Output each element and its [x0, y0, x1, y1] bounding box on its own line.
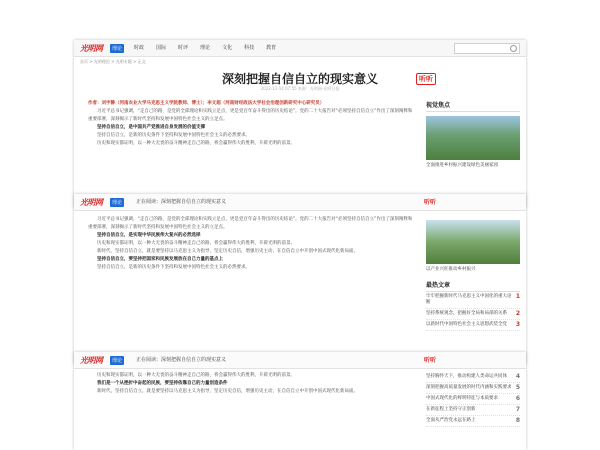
article-title: 深刻把握自信自立的现实意义	[221, 72, 378, 86]
article-meta: 2022-11-14 07:55 来源：光明网-光明日报	[260, 86, 340, 91]
article-body	[88, 372, 413, 396]
section-heading: 坚持自信自立，是实现中华民族伟大复兴的必然选择	[97, 233, 201, 238]
search-input[interactable]	[454, 43, 520, 54]
listen-button[interactable]: 听听	[423, 357, 436, 364]
search-icon[interactable]	[510, 45, 517, 52]
section-heading: 坚持自信自立，是中国共产党推进自身发展的价值支撑	[97, 125, 205, 130]
article-paragraph: 习近平总书记强调，“走自己的路，是党的全部理论和实践立足点，更是党百年奋斗得出的历史结论”。党的二十大报告对“必须坚持自信自立”作出了深刻阐释和重要部署，深刻揭示了新时代坚持和发展中国特色社会主义的立足点。	[88, 217, 413, 230]
breadcrumb[interactable]: 首页 > 光明理论 > 光明专题 > 正文	[80, 59, 146, 64]
sidebar	[426, 100, 520, 168]
nav-item[interactable]: 时政	[134, 45, 145, 51]
hot-article-item[interactable]: 全面从严治党永远在路上 8	[426, 416, 520, 427]
article-paragraph: 历史和现实都证明，以一种大无畏的奋斗精神走自己的路，将会赢得伟大的胜利，开辟光明的前景。	[97, 373, 295, 378]
nav-item[interactable]: 科技	[244, 45, 255, 51]
site-logo[interactable]: 光明网	[80, 356, 103, 365]
sticky-reading-bar	[74, 194, 526, 211]
nav-item[interactable]: 文化	[222, 45, 233, 51]
nav-item[interactable]: 教育	[266, 45, 277, 51]
hot-article-item[interactable]: 坚持系统观念，把握好全局和局部的关系 2	[426, 309, 520, 320]
site-logo[interactable]: 光明网	[80, 44, 103, 53]
article-paragraph: 新时代，坚持自信自立，就是要坚持以马克思主义为指导，坚定历史自信，增强历史主动，在自信自立中开创中国式现代化新局面。	[97, 389, 358, 394]
section-heading: 坚持自信自立，要坚持把国家和民族发展放在自己力量的基点上	[97, 257, 223, 262]
nav-item[interactable]: 国际	[156, 45, 167, 51]
sidebar-section-title: 视觉焦点	[426, 100, 520, 112]
channel-badge[interactable]: 理论	[112, 46, 123, 52]
hot-article-item[interactable]: 牢牢把握新时代马克思主义中国化的重大论断 1	[426, 292, 520, 309]
top-navigation-bar	[74, 40, 526, 57]
hot-article-item[interactable]: 中国式现代化的鲜明特征与本质要求 6	[426, 394, 520, 405]
article-paragraph: 历史和现实都证明，以一种大无畏的奋斗精神走自己的路，将会赢得伟大的胜利，开辟光明的前景。	[97, 241, 295, 246]
page-fragment-middle	[74, 194, 526, 364]
article-paragraph: 坚持自信自立，是新的历史条件下坚持和发展中国特色社会主义的必然要求。	[97, 265, 250, 270]
focus-photo[interactable]	[426, 116, 520, 160]
page-fragment-bottom	[74, 352, 526, 450]
channel-badge[interactable]: 理论	[112, 200, 123, 206]
photo-caption[interactable]: 全面推进乡村振兴建设绿色美丽家园	[426, 163, 498, 168]
reading-title: 正在阅读：深刻把握自信自立的现实意义	[136, 357, 227, 363]
sticky-reading-bar	[74, 352, 526, 369]
listen-button[interactable]: 听听	[423, 199, 436, 206]
article-paragraph: 历史和现实都证明，以一种大无畏的奋斗精神走自己的路，将会赢得伟大的胜利，开辟光明的前景。	[97, 141, 295, 146]
listen-button[interactable]: 听听	[416, 73, 436, 85]
focus-photo[interactable]	[426, 220, 520, 264]
sidebar	[426, 372, 520, 427]
photo-caption[interactable]: 以产业兴旺推动乡村振兴	[426, 267, 476, 272]
section-heading: 我们是一个从挫折中奋起的民族，要坚持依靠自己的力量创造条件	[97, 381, 228, 386]
article-paragraph: 坚持自信自立，是新的历史条件下坚持和发展中国特色社会主义的必然要求。	[97, 133, 250, 138]
sidebar	[426, 216, 520, 331]
hot-article-item[interactable]: 深刻把握高质量发展的时代内涵和实践要求 5	[426, 383, 520, 394]
page-fragment-top	[74, 40, 526, 208]
hot-article-item[interactable]: 在新征程上坚持守正创新 7	[426, 405, 520, 416]
main-nav	[134, 44, 276, 51]
hot-article-item[interactable]: 坚持胸怀天下，推动构建人类命运共同体 4	[426, 372, 520, 383]
article-body	[88, 216, 413, 272]
article-author: 作者：刘宇静（河南农业大学马克思主义学院教师、博士）；李文超（河南财经政法大学社会治理创新研究中心研究员）	[88, 101, 325, 106]
article-paragraph: 新时代，坚持自信自立，就是要坚持以马克思主义为指导，坚定历史自信，增强历史主动，在自信自立中开创中国式现代化新局面。	[97, 249, 358, 254]
nav-item[interactable]: 理论	[200, 45, 211, 51]
hot-article-item[interactable]: 以新时代中国特色社会主义思想武装全党 3	[426, 320, 520, 331]
site-logo[interactable]: 光明网	[80, 198, 103, 207]
reading-title: 正在阅读：深刻把握自信自立的现实意义	[136, 199, 227, 205]
sidebar-section-title: 最热文章	[426, 280, 520, 292]
nav-item[interactable]: 时评	[178, 45, 189, 51]
channel-badge[interactable]: 理论	[112, 358, 123, 364]
article-paragraph: 习近平总书记强调，“走自己的路，是党的全部理论和实践立足点，更是党百年奋斗得出的历史结论”。党的二十大报告对“必须坚持自信自立”作出了深刻阐释和重要部署，深刻揭示了新时代坚持和发展中国特色社会主义的立足点。	[88, 109, 413, 122]
article-body	[88, 100, 413, 148]
